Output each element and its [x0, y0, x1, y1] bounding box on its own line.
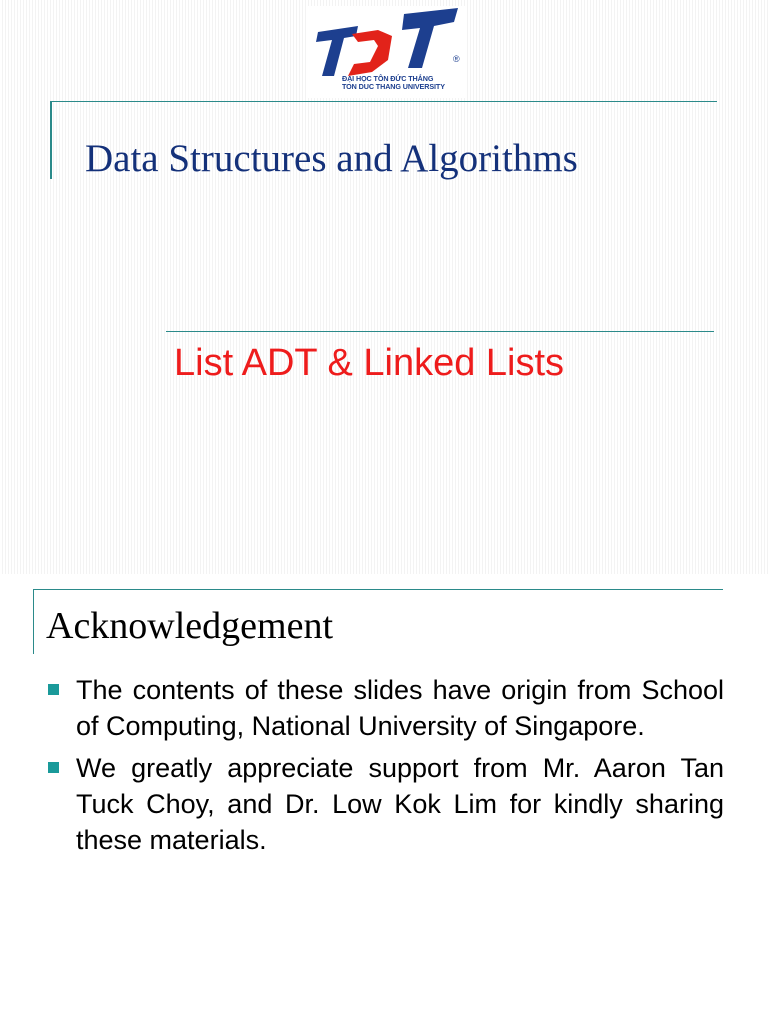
acknowledgement-slide [0, 574, 768, 1024]
title-top-rule [50, 101, 717, 102]
square-bullet-icon [48, 684, 59, 695]
list-item [44, 672, 724, 744]
heading-vertical-rule [33, 589, 34, 654]
title-vertical-rule [50, 101, 52, 179]
registered-mark: ® [453, 54, 460, 64]
slide-heading: Acknowledgement [46, 605, 334, 647]
bullet-text: The contents of these slides have origin from School of Computing, National University of Singapore. [76, 675, 724, 741]
square-bullet-icon [48, 762, 59, 773]
bullet-list [44, 672, 724, 864]
heading-top-rule [33, 589, 723, 590]
list-item [44, 750, 724, 858]
subtitle-rule [166, 331, 714, 332]
logo-text-english: TON DUC THANG UNIVERSITY [342, 82, 445, 91]
logo-text-vietnamese: ĐẠI HỌC TÔN ĐỨC THẮNG [342, 74, 434, 83]
bullet-text: We greatly appreciate support from Mr. Aaron Tan Tuck Choy, and Dr. Low Kok Lim for kindly sharing these materials. [76, 753, 724, 855]
logo-mark-icon [306, 6, 466, 76]
slide-title: Data Structures and Algorithms [85, 137, 578, 180]
university-logo [306, 6, 466, 98]
slide-subtitle: List ADT & Linked Lists [174, 342, 565, 384]
